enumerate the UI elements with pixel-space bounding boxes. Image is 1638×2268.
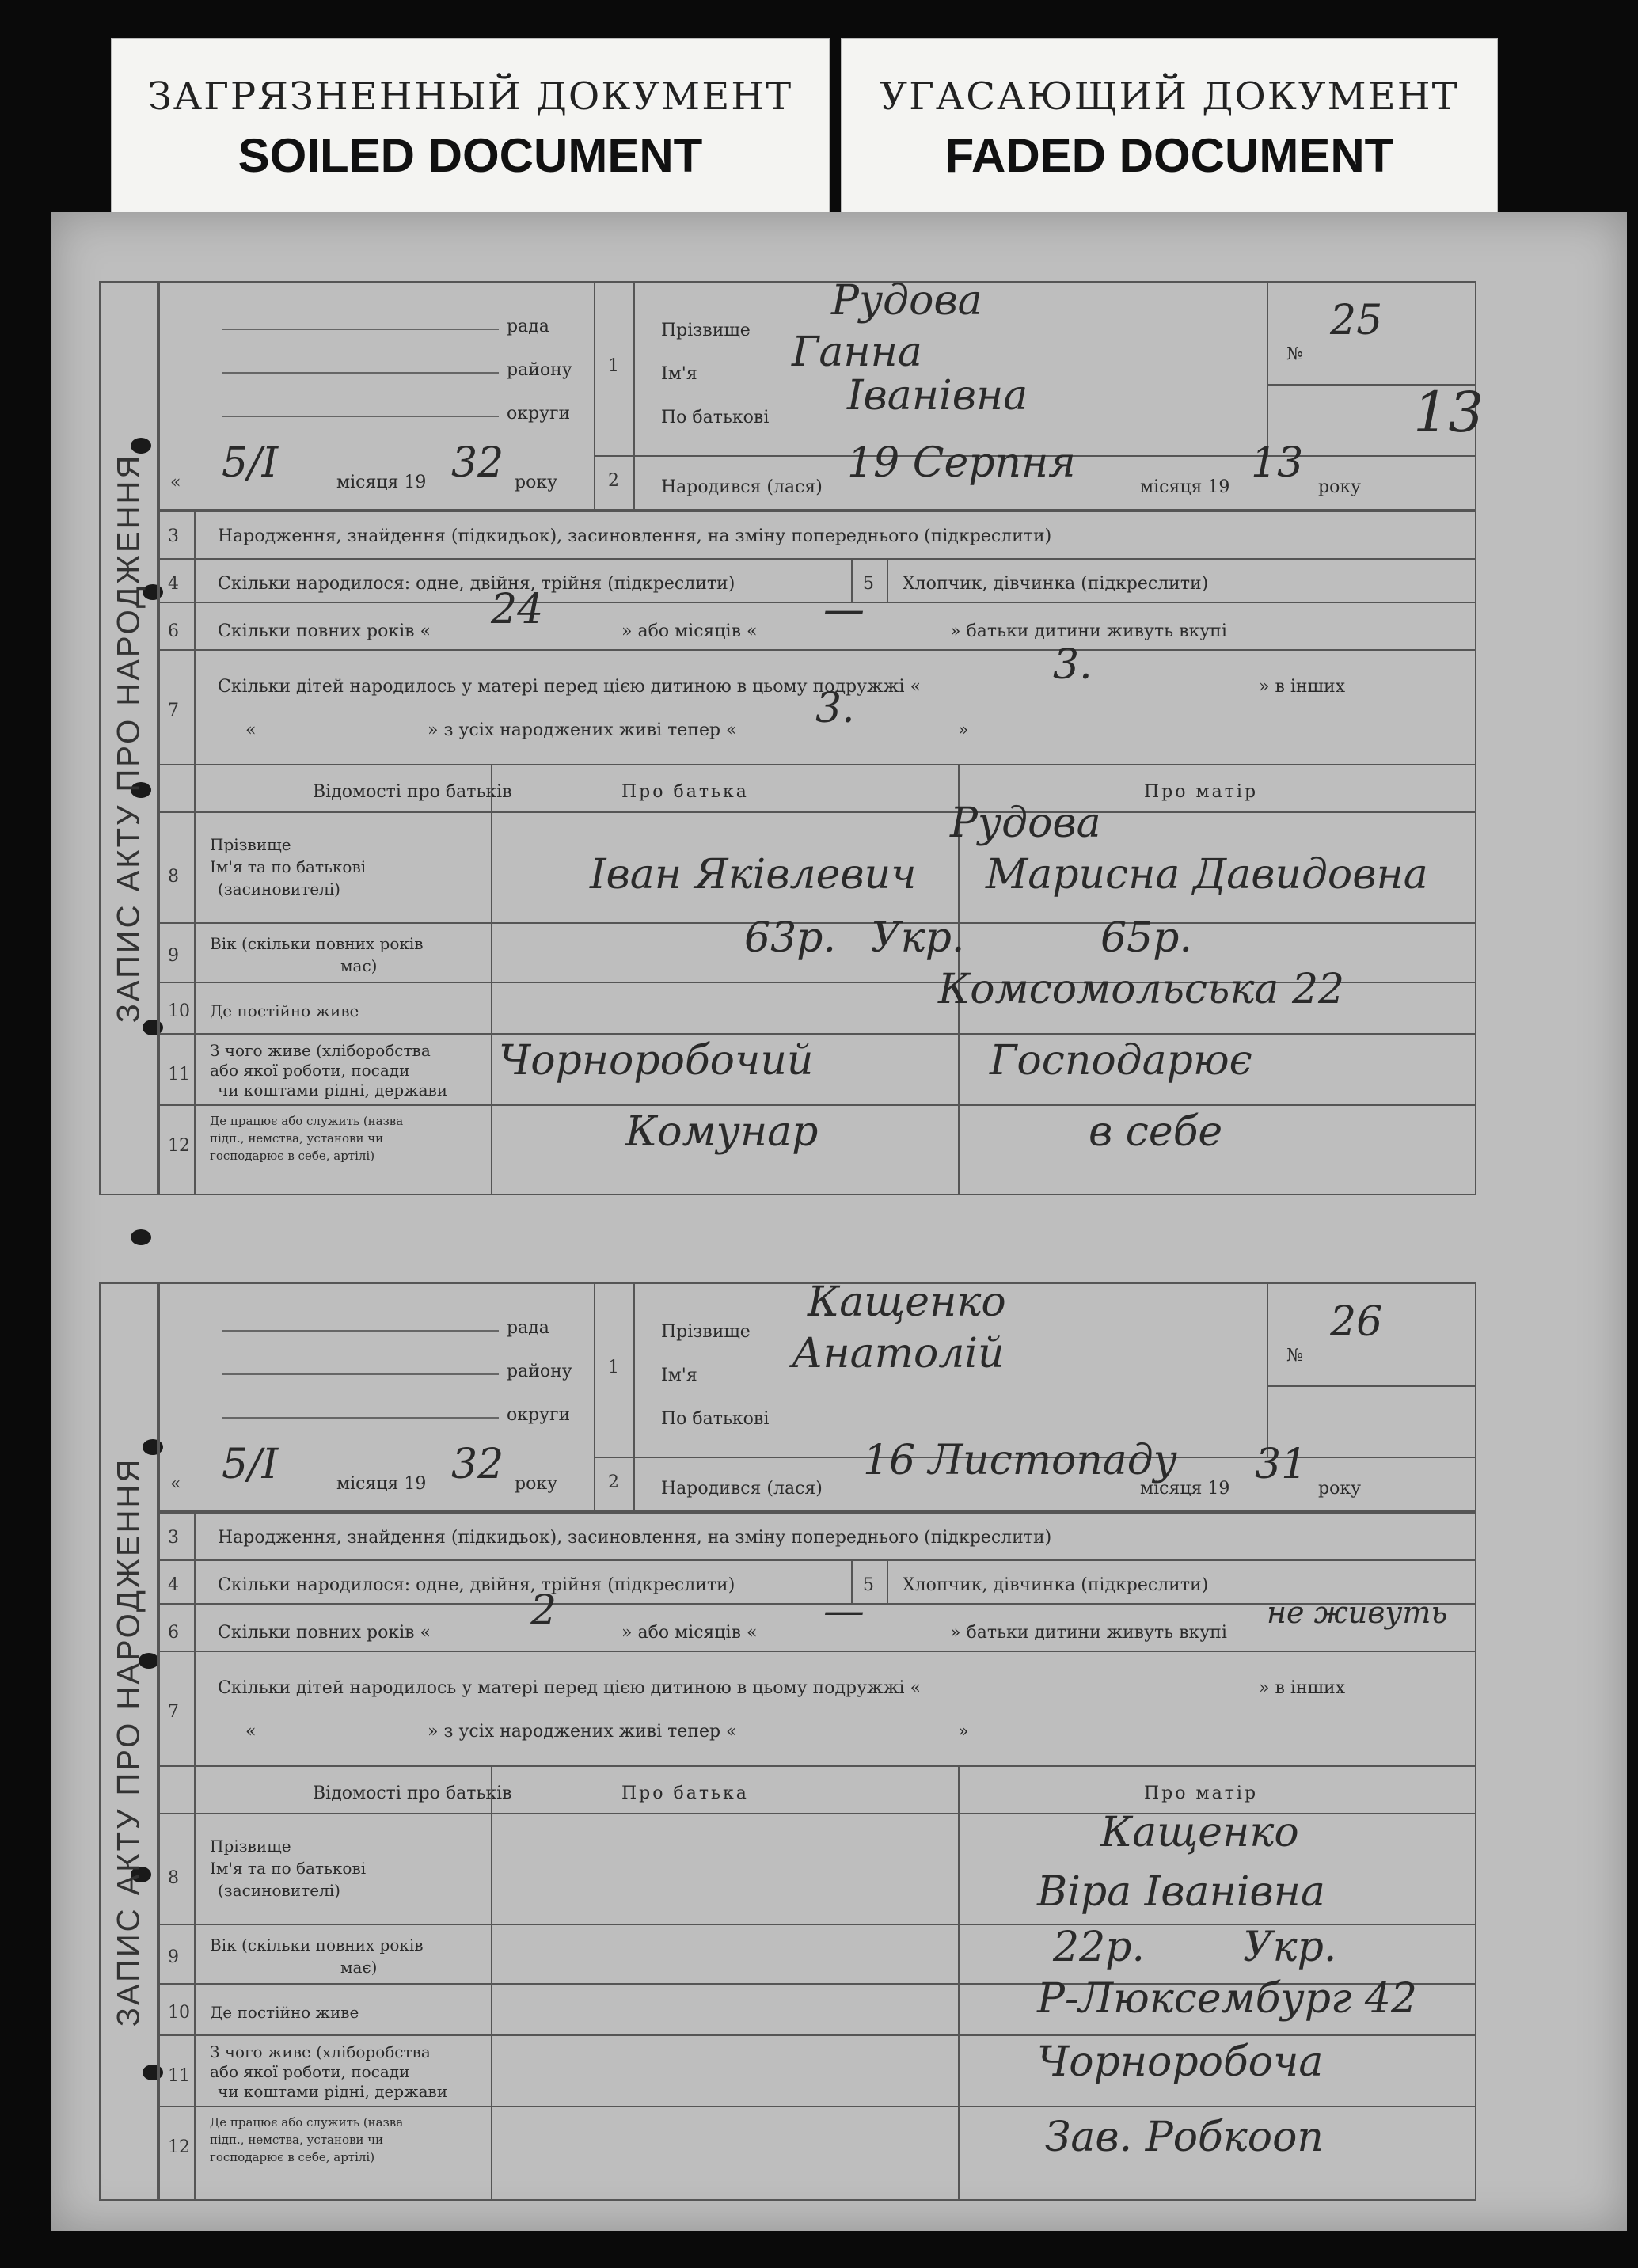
birth-record-1: ЗАПИС АКТУ ПРО НАРОДЖЕННЯ рада району округи « 5/I місяця 19 32 року 1 2 Прізвище Рудова Ім'я Ганна По батькові Іванівна № 25 13 Народився (лася) 19 Серпня місяця 19 13 року 3 Народження, знайдення (підкидьок), засиновлення, на зміну попереднього (підкреслити) 4 Скільки народилося: одне, двійня, трійня (підкреслити) 5 Хлопчик, дівчинка (підкреслити) 6 Скільки повних років « 24 » або місяців « — » батьки дитини живуть вкупі 7 Скільки дітей народилось у матері перед цією дитиною в цьому подружжі « 3. » в інших « » з усіх народжених живі тепер « 3. » Відомості про батьків Про батька Про матір 8 Прізвище Ім'я та по батькові (засиновителі) Рудова Іван Яківлевич Марисна Давидовна 9 Вік (скільки повних років має) 63р. Укр. 65р. 10 Де постійно живе Комсомольська 22 11 З чого живе (хліборобства або якої роботи, посади чи коштами рідні, держави Чорноробочий Господарює 12 Де працює або служить (назва підп., немства, установи чи господарює в себе, артілі) Комунар в себе <box>158 281 1520 1195</box>
soiled-label-en: SOILED DOCUMENT <box>238 129 703 182</box>
mother-work: Зав. Робкооп <box>1045 2114 1324 2161</box>
living-note: не живуть <box>1267 1595 1448 1630</box>
punch-hole <box>131 1229 151 1245</box>
record-number: 25 <box>1330 297 1383 344</box>
record-side-title: ЗАПИС АКТУ ПРО НАРОДЖЕННЯ <box>99 1282 158 2201</box>
faded-label-en: FADED DOCUMENT <box>944 129 1394 182</box>
record-number: 26 <box>1330 1298 1383 1346</box>
mother-age: 65р. <box>1100 914 1192 962</box>
registration-day: 5/I <box>222 439 279 487</box>
registration-day: 5/I <box>222 1441 279 1488</box>
child-name: Ганна <box>792 329 922 376</box>
record-side-title: ЗАПИС АКТУ ПРО НАРОДЖЕННЯ <box>99 281 158 1195</box>
mother-name: Марисна Давидовна <box>986 851 1428 898</box>
father-occupation: Чорноробочий <box>499 1037 814 1085</box>
months-together: — <box>823 586 865 633</box>
children-before: 3. <box>1053 641 1093 689</box>
residence: Р-Люксембург 42 <box>1037 1975 1417 2023</box>
faded-document-label <box>841 38 1498 224</box>
years-together: 2 <box>530 1587 557 1635</box>
children-alive: 3. <box>815 685 855 732</box>
side-number: 13 <box>1413 380 1484 445</box>
child-surname: Рудова <box>831 277 982 325</box>
registration-year: 32 <box>451 439 504 487</box>
father-name: Іван Яківлевич <box>590 851 917 898</box>
soiled-label-ru: ЗАГРЯЗНЕННЫЙ ДОКУМЕНТ <box>147 74 793 119</box>
faded-label-ru: УГАСАЮЩИЙ ДОКУМЕНТ <box>880 74 1459 119</box>
nationality: Укр. <box>1243 1924 1337 1971</box>
birth-year: 31 <box>1255 1441 1308 1488</box>
father-age: 63р. <box>744 914 836 962</box>
nationality: Укр. <box>871 914 965 962</box>
registration-year: 32 <box>451 1441 504 1488</box>
mother-work: в себе <box>1089 1108 1223 1156</box>
months-together: — <box>823 1587 865 1635</box>
birth-record-2: ЗАПИС АКТУ ПРО НАРОДЖЕННЯ рада району округи « 5/I місяця 19 32 року 1 2 Прізвище Кащенко Ім'я Анатолій По батькові № 26 Народився (лася) 16 Листопаду місяця 19 31 року 3 Народження, знайдення (підкидьок), засиновлення, на зміну попереднього (підкреслити) 4 Скільки народилося: одне, двійня, трійня (підкреслити) 5 Хлопчик, дівчинка (підкреслити) 6 Скільки повних років « 2 » або місяців « — » батьки дитини живуть вкупі не живуть 7 Скільки дітей народилось у матері перед цією дитиною в цьому подружжі « » в інших « » з усіх народжених живі тепер « » Відомості про батьків Про батька Про матір 8 Прізвище Ім'я та по батькові (засиновителі) Кащенко Віра Іванівна 9 Вік (скільки повних років має) 22р. Укр. 10 Де постійно живе Р-Люксембург 42 11 З чого живе (хліборобства або якої роботи, посади чи коштами рідні, держави Чорноробоча 12 Де працює або служить (назва підп., немства, установи чи господарює в себе, артілі) Зав. Робкооп <box>158 1282 1520 2201</box>
mother-occupation: Господарює <box>990 1037 1252 1085</box>
mother-name: Віра Іванівна <box>1037 1868 1325 1916</box>
child-patronymic: Іванівна <box>847 372 1028 420</box>
birth-date: 19 Серпня <box>847 439 1076 487</box>
years-together: 24 <box>491 586 544 633</box>
child-surname: Кащенко <box>808 1278 1006 1326</box>
mother-occupation: Чорноробоча <box>1037 2038 1324 2086</box>
father-work: Комунар <box>625 1108 819 1156</box>
mother-age: 22р. <box>1053 1924 1145 1971</box>
birth-date: 16 Листопаду <box>863 1437 1177 1484</box>
mother-surname: Рудова <box>950 800 1101 847</box>
residence: Комсомольська 22 <box>938 966 1345 1013</box>
child-name: Анатолій <box>792 1330 1005 1377</box>
birth-year: 13 <box>1251 439 1304 487</box>
soiled-document-label <box>111 38 830 224</box>
mother-surname: Кащенко <box>1100 1809 1299 1856</box>
